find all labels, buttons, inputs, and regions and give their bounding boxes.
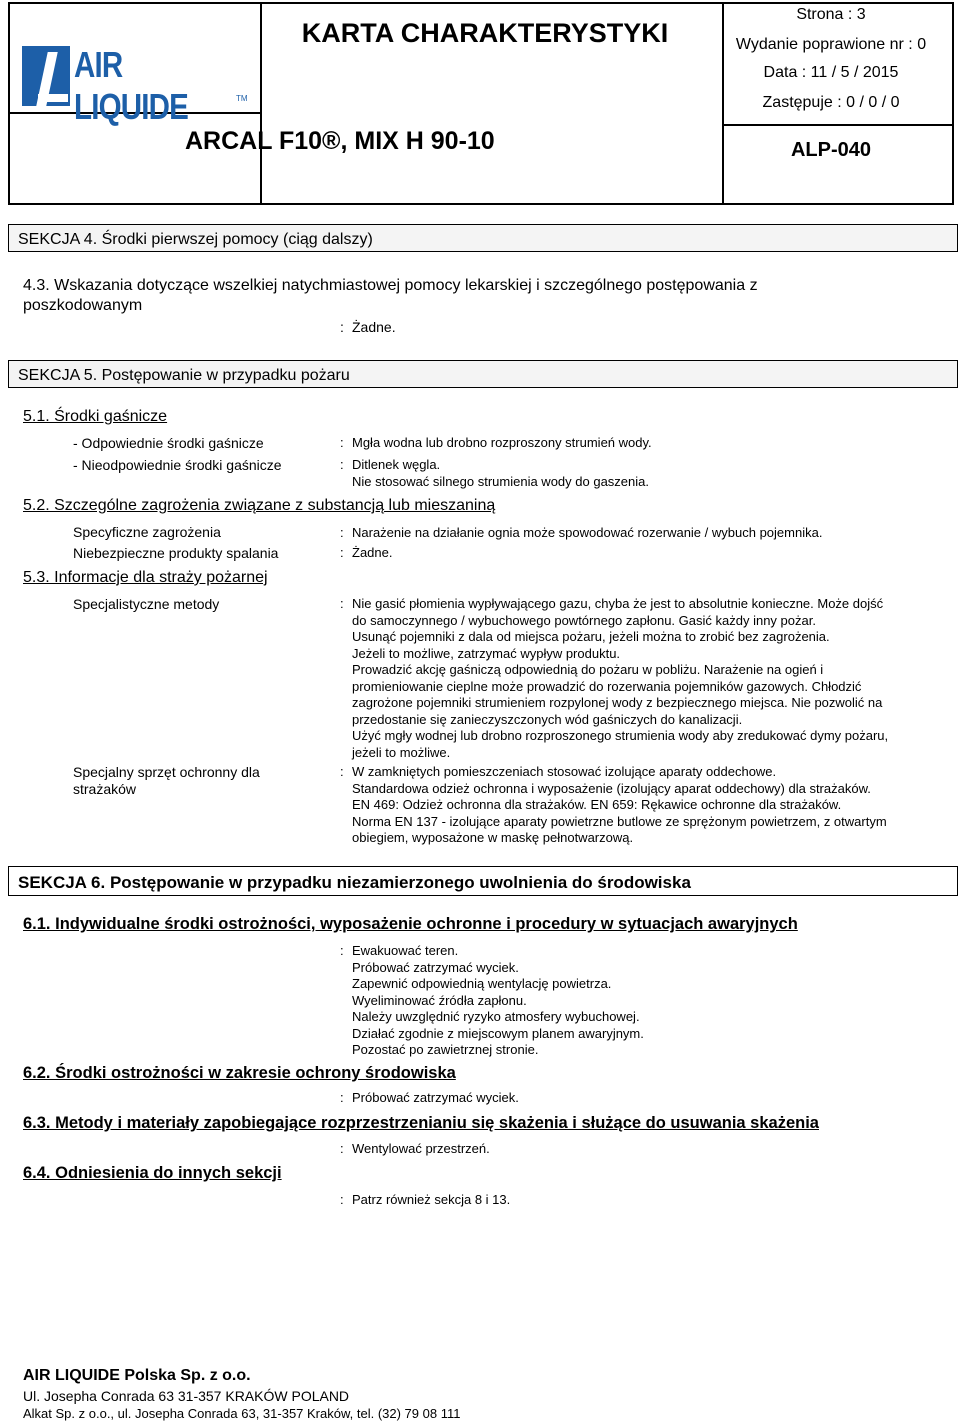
replaces-version: Zastępuje : 0 / 0 / 0 bbox=[762, 94, 900, 111]
label-line: strażaków bbox=[73, 781, 137, 797]
header-divider bbox=[722, 124, 954, 126]
text-line: promieniowanie cieplne może prowadzić do rozerwania pojemników gazowych. Chłodzić bbox=[352, 678, 862, 694]
field-colon: : bbox=[340, 943, 344, 958]
unsuitable-media-label: - Nieodpowiednie środki gaśnicze bbox=[73, 457, 282, 473]
text-line: Nie gasić płomienia wypływającego gazu, chyba że jest to absolutnie konieczne. Może dojść bbox=[352, 596, 884, 611]
protective-equipment-text bbox=[352, 764, 887, 847]
document-title: KARTA CHARAKTERYSTYKI bbox=[301, 18, 669, 48]
section-4-header: SEKCJA 4. Środki pierwszej pomocy (ciąg dalszy) bbox=[8, 224, 958, 252]
text-line: przedostanie się zanieczyszczonych wód gaśniczych do kanalizacji. bbox=[352, 711, 743, 727]
combustion-products-label: Niebezpieczne produkty spalania bbox=[73, 545, 279, 561]
footer-company: AIR LIQUIDE Polska Sp. z o.o. bbox=[23, 1367, 251, 1384]
field-colon: : bbox=[340, 1141, 344, 1156]
field-colon: : bbox=[340, 764, 344, 779]
subsection-6-4-value: Patrz również sekcja 8 i 13. bbox=[352, 1192, 511, 1207]
text-line: Standardowa odzież ochronna i wyposażenie (izolujący aparat oddechowy) dla strażaków. bbox=[352, 780, 871, 796]
combustion-products-value: Żadne. bbox=[352, 545, 393, 560]
field-colon: : bbox=[340, 1090, 344, 1105]
subsection-6-2-value: Próbować zatrzymać wyciek. bbox=[352, 1090, 519, 1105]
text-line: zagrożone pojemniki strumieniem rozpylonej wody z bezpiecznego miejsca. Nie pozwolić na bbox=[352, 695, 883, 710]
field-colon: : bbox=[340, 319, 344, 335]
subsection-5-2-title: 5.2. Szczególne zagrożenia związane z substancją lub mieszaniną bbox=[23, 497, 496, 514]
subsection-6-2-title: 6.2. Środki ostrożności w zakresie ochrony środowiska bbox=[23, 1064, 456, 1082]
text-line: EN 469: Odzież ochronna dla strażaków. EN 659: Rękawice ochronne dla strażaków. bbox=[352, 797, 842, 812]
subsection-6-3-title: 6.3. Metody i materiały zapobiegające rozprzestrzenianiu się skażenia i służące do usuwania skażenia bbox=[23, 1114, 819, 1132]
footer-address: Ul. Josepha Conrada 63 31-357 KRAKÓW POLAND bbox=[23, 1388, 350, 1404]
field-colon: : bbox=[340, 525, 344, 540]
text-line: Próbować zatrzymać wyciek. bbox=[352, 959, 519, 975]
subsection-6-4-title: 6.4. Odniesienia do innych sekcji bbox=[23, 1164, 282, 1182]
suitable-media-value: Mgła wodna lub drobno rozproszony strumień wody. bbox=[352, 435, 652, 450]
subsection-5-3-title: 5.3. Informacje dla straży pożarnej bbox=[23, 569, 268, 586]
text-line: Działać zgodnie z miejscowym planem awaryjnym. bbox=[352, 1025, 644, 1041]
field-colon: : bbox=[340, 545, 344, 560]
section-5-header: SEKCJA 5. Postępowanie w przypadku pożaru bbox=[8, 360, 958, 388]
unsuitable-media-value: Ditlenek węgla. bbox=[352, 457, 441, 472]
subsection-6-3-value: Wentylować przestrzeń. bbox=[352, 1141, 490, 1156]
product-code: ALP-040 bbox=[790, 139, 872, 161]
field-colon: : bbox=[340, 435, 344, 450]
text-line: Norma EN 137 - izolujące aparaty powietrzne butlowe ze sprężonym powietrzem, z otwartym bbox=[352, 813, 887, 829]
page-number: Strona : 3 bbox=[796, 6, 866, 23]
field-colon: : bbox=[340, 596, 344, 611]
revision-number: Wydanie poprawione nr : 0 bbox=[735, 36, 927, 53]
field-colon: : bbox=[340, 457, 344, 472]
text-line: Użyć mgły wodnej lub drobno rozproszonego strumienia wody aby zredukować dymy pożaru, bbox=[352, 728, 889, 743]
text-line: Pozostać po zawietrznej stronie. bbox=[352, 1042, 539, 1057]
subsection-4-3-value: Żadne. bbox=[352, 319, 396, 335]
logo-mark-icon bbox=[22, 46, 70, 106]
product-name: ARCAL F10®, MIX H 90-10 bbox=[185, 127, 495, 155]
logo-trademark: TM bbox=[236, 94, 248, 103]
subsection-5-1-title: 5.1. Środki gaśnicze bbox=[23, 408, 168, 425]
text-line: Usunąć pojemniki z dala od miejsca pożaru, jeżeli można to zrobić bez zagrożenia. bbox=[352, 629, 830, 644]
label-line: Specjalny sprzęt ochronny dla bbox=[73, 764, 260, 780]
revision-date: Data : 11 / 5 / 2015 bbox=[763, 64, 899, 81]
text-line: jeżeli to możliwe. bbox=[352, 744, 451, 760]
text-line: obiegiem, wyposażone w maskę pełnotwarzową. bbox=[352, 830, 634, 845]
subsection-6-1-title: 6.1. Indywidualne środki ostrożności, wyposażenie ochronne i procedury w sytuacjach awaryjnych bbox=[23, 915, 798, 933]
field-colon: : bbox=[340, 1192, 344, 1207]
section-6-header: SEKCJA 6. Postępowanie w przypadku niezamierzonego uwolnienia do środowiska bbox=[8, 866, 958, 896]
text-line: Prowadzić akcję gaśniczą odpowiednią do pożaru w pobliżu. Narażenie na ogień i bbox=[352, 662, 824, 677]
footer-contact: Alkat Sp. z o.o., ul. Josepha Conrada 63, 31-357 Kraków, tel. (32) 79 08 111 bbox=[23, 1406, 461, 1421]
text-line: Wyeliminować źródła zapłonu. bbox=[352, 992, 527, 1008]
text-line: Zapewnić odpowiednią wentylację powietrza. bbox=[352, 976, 612, 991]
special-methods-label: Specjalistyczne metody bbox=[73, 596, 220, 612]
suitable-media-label: - Odpowiednie środki gaśnicze bbox=[73, 435, 264, 451]
company-logo bbox=[10, 4, 258, 127]
text-line: Należy uwzględnić ryzyko atmosfery wybuchowej. bbox=[352, 1009, 640, 1024]
specific-hazards-label: Specyficzne zagrożenia bbox=[73, 524, 221, 540]
text-line: do samoczynnego / wybuchowego powtórnego zapłonu. Gasić każdy inny pożar. bbox=[352, 612, 816, 628]
text-line: Ewakuować teren. bbox=[352, 943, 459, 958]
subsection-6-1-text bbox=[352, 943, 644, 1059]
subsection-4-3-title: 4.3. Wskazania dotyczące wszelkiej natychmiastowej pomocy lekarskiej i szczególnego postępowania z bbox=[23, 277, 758, 294]
text-line: Jeżeli to możliwe, zatrzymać wypływ produktu. bbox=[352, 645, 621, 661]
special-methods-text bbox=[352, 596, 888, 761]
unsuitable-media-value-2: Nie stosować silnego strumienia wody do gaszenia. bbox=[352, 474, 649, 489]
specific-hazards-value: Narażenie na działanie ognia może spowodować rozerwanie / wybuch pojemnika. bbox=[352, 525, 823, 540]
text-line: W zamkniętych pomieszczeniach stosować izolujące aparaty oddechowe. bbox=[352, 764, 777, 779]
logo-text: AIR LIQUIDE bbox=[74, 44, 188, 127]
protective-equipment-label bbox=[73, 764, 260, 798]
subsection-4-3-title-cont: poszkodowanym bbox=[23, 297, 143, 314]
